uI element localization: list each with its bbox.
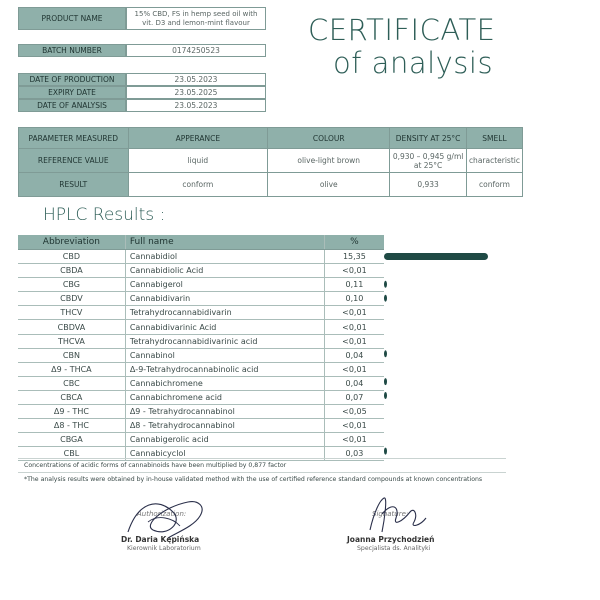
parameters-reference-row: [19, 149, 523, 173]
table-row: [18, 405, 384, 419]
hplc-percent: <0,05: [324, 405, 384, 419]
hplc-abbreviation: CBL: [18, 447, 125, 461]
hplc-full-name: Δ-9-Tetrahydrocannabinolic acid: [125, 362, 324, 376]
divider: [18, 458, 506, 459]
hplc-abbreviation: THCVA: [18, 334, 125, 348]
table-row: [18, 334, 384, 348]
hplc-percent: <0,01: [324, 306, 384, 320]
authorization-label: Authorization:: [137, 510, 187, 518]
hplc-percent: 0,03: [324, 447, 384, 461]
reference-colour: olive-light brown: [268, 149, 390, 173]
hplc-percent: <0,01: [324, 264, 384, 278]
product-name-line1: 15% CBD, FS in hemp seed oil with: [134, 9, 258, 18]
hplc-percent: 0,10: [324, 292, 384, 306]
table-row: [18, 264, 384, 278]
hplc-full-name: Cannabidivarin: [125, 292, 324, 306]
acid-factor-note: Concentrations of acidic forms of cannabinoids have been multiplied by 0,877 factor: [24, 462, 287, 469]
hplc-percent: <0,01: [324, 320, 384, 334]
hplc-full-name: Cannabichromene acid: [125, 390, 324, 404]
hplc-percent: <0,01: [324, 433, 384, 447]
hplc-full-name: Tetrahydrocannabidivarinic acid: [125, 334, 324, 348]
result-density: 0,933: [390, 173, 467, 197]
hplc-bar: [384, 281, 387, 288]
hplc-full-name: Cannabidiolic Acid: [125, 264, 324, 278]
hplc-percent: 0,07: [324, 390, 384, 404]
hplc-bar: [384, 350, 387, 357]
table-row: [18, 390, 384, 404]
analysis-date-value: 23.05.2023: [126, 99, 266, 112]
hplc-abbreviation: CBCA: [18, 390, 125, 404]
hplc-abbreviation: THCV: [18, 306, 125, 320]
authorization-role: Kierownik Laboratorium: [127, 545, 201, 552]
param-header-colour: COLOUR: [268, 128, 390, 149]
hplc-percent: 0,04: [324, 376, 384, 390]
hplc-percent: <0,01: [324, 334, 384, 348]
hplc-percent: 0,11: [324, 278, 384, 292]
result-colour: olive: [268, 173, 390, 197]
table-row: [18, 348, 384, 362]
param-header-smell: SMELL: [466, 128, 522, 149]
hplc-full-name: Δ9 - Tetrahydrocannabinol: [125, 405, 324, 419]
table-row: [18, 306, 384, 320]
hplc-full-name: Cannabichromene: [125, 376, 324, 390]
signature-label: Signature:: [372, 510, 409, 518]
table-row: [18, 320, 384, 334]
hplc-full-name: Cannabinol: [125, 348, 324, 362]
hplc-header-full-name: Full name: [125, 235, 324, 250]
hplc-abbreviation: Δ9 - THCA: [18, 362, 125, 376]
table-row: [18, 278, 384, 292]
reference-density: 0,930 – 0,945 g/ml at 25°C: [390, 149, 467, 173]
hplc-abbreviation: Δ9 - THC: [18, 405, 125, 419]
hplc-table: [18, 235, 384, 461]
hplc-full-name: Cannabicyclol: [125, 447, 324, 461]
reference-smell: characteristic: [466, 149, 522, 173]
param-header-appearance: APPERANCE: [128, 128, 268, 149]
table-row: [18, 376, 384, 390]
expiry-date-label: EXPIRY DATE: [18, 86, 126, 99]
expiry-date-value: 23.05.2025: [126, 86, 266, 99]
parameters-header-row: [19, 128, 523, 149]
authorization-name: Dr. Daria Kępińska: [121, 535, 200, 544]
table-row: [18, 419, 384, 433]
hplc-percent: <0,01: [324, 362, 384, 376]
hplc-bar-chart: [384, 249, 496, 454]
analyst-name: Joanna Przychodzień: [347, 535, 435, 544]
hplc-full-name: Cannabidivarinic Acid: [125, 320, 324, 334]
product-name-value: [126, 7, 266, 30]
hplc-abbreviation: CBDVA: [18, 320, 125, 334]
hplc-full-name: Cannabidiol: [125, 250, 324, 264]
hplc-percent: 15,35: [324, 250, 384, 264]
hplc-abbreviation: CBGA: [18, 433, 125, 447]
hplc-abbreviation: Δ8 - THC: [18, 419, 125, 433]
product-name-line2: vit. D3 and lemon-mint flavour: [142, 18, 250, 27]
hplc-abbreviation: CBG: [18, 278, 125, 292]
hplc-bar: [384, 448, 387, 455]
hplc-full-name: Cannabigerol: [125, 278, 324, 292]
reference-value-label: REFERENCE VALUE: [19, 149, 129, 173]
method-note: *The analysis results were obtained by in-house validated method with the use of certified reference standard compounds at known concentrations: [24, 476, 483, 483]
hplc-abbreviation: CBDV: [18, 292, 125, 306]
parameters-result-row: [19, 173, 523, 197]
certificate-title: CERTIFICATE: [308, 13, 496, 47]
hplc-full-name: Δ8 - Tetrahydrocannabinol: [125, 419, 324, 433]
hplc-abbreviation: CBD: [18, 250, 125, 264]
param-header-parameter: PARAMETER MEASURED: [19, 128, 129, 149]
param-header-density: DENSITY AT 25°C: [390, 128, 467, 149]
table-row: [18, 433, 384, 447]
parameters-table: [18, 127, 523, 197]
production-date-label: DATE OF PRODUCTION: [18, 73, 126, 86]
hplc-full-name: Tetrahydrocannabidivarin: [125, 306, 324, 320]
hplc-percent: 0,04: [324, 348, 384, 362]
hplc-title: HPLC Results :: [43, 205, 166, 225]
batch-number-value: 0174250523: [126, 44, 266, 57]
analyst-signature: [362, 492, 432, 537]
hplc-bar: [384, 378, 387, 385]
certificate-subtitle: of analysis: [333, 46, 494, 80]
hplc-header-abbreviation: Abbreviation: [18, 235, 125, 250]
divider: [18, 472, 506, 473]
result-appearance: conform: [128, 173, 268, 197]
table-row: [18, 362, 384, 376]
product-name-label: PRODUCT NAME: [18, 7, 126, 30]
hplc-header-percent: %: [324, 235, 384, 250]
result-label: RESULT: [19, 173, 129, 197]
batch-number-label: BATCH NUMBER: [18, 44, 126, 57]
hplc-abbreviation: CBN: [18, 348, 125, 362]
hplc-header-row: [18, 235, 384, 250]
table-row: [18, 292, 384, 306]
hplc-bar: [384, 253, 488, 260]
hplc-percent: <0,01: [324, 419, 384, 433]
hplc-bar: [384, 392, 387, 399]
table-row: [18, 250, 384, 264]
result-smell: conform: [466, 173, 522, 197]
hplc-bar: [384, 295, 387, 302]
analysis-date-label: DATE OF ANALYSIS: [18, 99, 126, 112]
production-date-value: 23.05.2023: [126, 73, 266, 86]
hplc-full-name: Cannabigerolic acid: [125, 433, 324, 447]
analyst-role: Specjalista ds. Analityki: [357, 545, 431, 552]
reference-appearance: liquid: [128, 149, 268, 173]
hplc-abbreviation: CBC: [18, 376, 125, 390]
hplc-abbreviation: CBDA: [18, 264, 125, 278]
